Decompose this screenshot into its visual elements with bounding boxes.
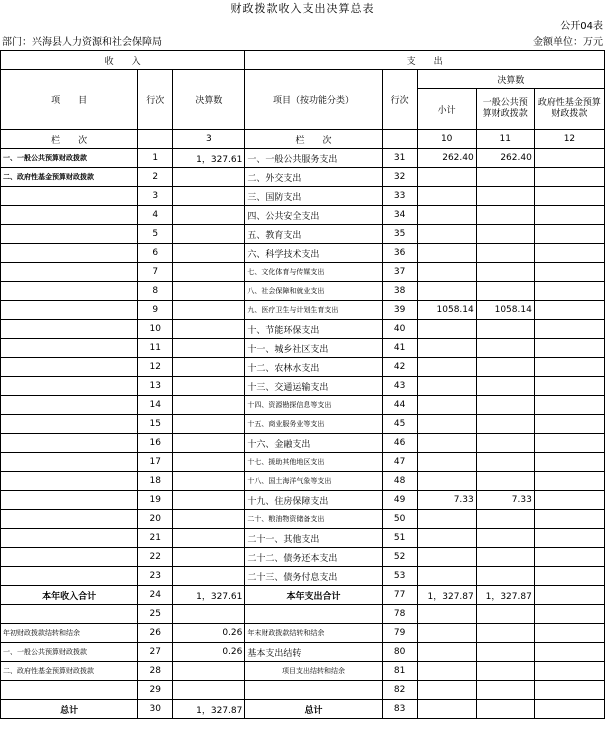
income-item: [1, 434, 138, 453]
expense-subtotal: [417, 320, 476, 339]
expense-general: [476, 187, 534, 206]
table-row: [1, 548, 605, 567]
expense-general: [476, 624, 534, 643]
table-row: [1, 244, 605, 263]
income-row-no: 8: [138, 282, 173, 301]
income-row-no: 13: [138, 377, 173, 396]
expense-item: [245, 605, 382, 624]
income-item: [1, 377, 138, 396]
col-10: 10: [417, 130, 476, 149]
income-amount: [173, 510, 245, 529]
expense-row-no: 41: [382, 339, 417, 358]
expense-row-no: 39: [382, 301, 417, 320]
table-row: [1, 301, 605, 320]
expense-item: [245, 681, 382, 700]
expense-fund: [534, 301, 604, 320]
expense-subtotal: 7.33: [417, 491, 476, 510]
expense-row-no: 48: [382, 472, 417, 491]
income-item: 二、政府性基金预算财政拨款: [1, 662, 138, 681]
income-item: 总计: [1, 700, 138, 719]
expense-general: [476, 320, 534, 339]
expense-subtotal: [417, 244, 476, 263]
header-row-1: [1, 51, 605, 70]
expense-fund: [534, 320, 604, 339]
income-item: [1, 567, 138, 586]
income-item: 一、一般公共预算财政拨款: [1, 149, 138, 168]
income-item: [1, 263, 138, 282]
income-amount: [173, 282, 245, 301]
table-row: [1, 396, 605, 415]
expense-item: 项目支出结转和结余: [245, 662, 382, 681]
col-blank: [138, 130, 173, 149]
expense-general: [476, 453, 534, 472]
expense-general: [476, 605, 534, 624]
income-amount: [173, 244, 245, 263]
income-item: 本年收入合计: [1, 586, 138, 605]
expense-general: [476, 510, 534, 529]
expense-row-no: 35: [382, 225, 417, 244]
expense-general: 1，327.87: [476, 586, 534, 605]
table-row: [1, 187, 605, 206]
expense-fund: [534, 681, 604, 700]
expense-fund: [534, 472, 604, 491]
expense-item: 九、医疗卫生与计划生育支出: [245, 301, 382, 320]
table-row: [1, 472, 605, 491]
income-row-no: 15: [138, 415, 173, 434]
income-amount: [173, 681, 245, 700]
income-item: [1, 681, 138, 700]
expense-row-no: 77: [382, 586, 417, 605]
expense-fund: [534, 149, 604, 168]
unit-label: 金额单位：万元: [533, 37, 603, 48]
expense-subtotal: 262.40: [417, 149, 476, 168]
income-item: [1, 510, 138, 529]
expense-fund: [534, 282, 604, 301]
row-no2-header: 行次: [382, 70, 417, 130]
income-amount: [173, 529, 245, 548]
expense-row-no: 53: [382, 567, 417, 586]
row-no-header: 行次: [138, 70, 173, 130]
department-label: 部门：兴海县人力资源和社会保障局: [2, 37, 162, 48]
expense-header: 支 出: [245, 51, 605, 70]
expense-fund: [534, 605, 604, 624]
expense-subtotal: 1058.14: [417, 301, 476, 320]
expense-row-no: 38: [382, 282, 417, 301]
table-row: [1, 510, 605, 529]
expense-general: [476, 434, 534, 453]
expense-subtotal: [417, 434, 476, 453]
income-row-no: 16: [138, 434, 173, 453]
expense-item: 十三、交通运输支出: [245, 377, 382, 396]
general-budget-header: 一般公共预算财政拨款: [476, 89, 534, 130]
expense-subtotal: [417, 168, 476, 187]
expense-fund: [534, 700, 604, 719]
col-12: 12: [534, 130, 604, 149]
table-row: [1, 358, 605, 377]
table-row: [1, 168, 605, 187]
income-amount: [173, 415, 245, 434]
expense-fund: [534, 415, 604, 434]
expense-subtotal: [417, 225, 476, 244]
final-group-header: 决算数: [417, 70, 604, 89]
income-item: [1, 472, 138, 491]
expense-item: 十六、金融支出: [245, 434, 382, 453]
expense-general: [476, 700, 534, 719]
gov-fund-header: 政府性基金预算财政拨款: [534, 89, 604, 130]
expense-general: [476, 339, 534, 358]
expense-general: [476, 529, 534, 548]
expense-row-no: 79: [382, 624, 417, 643]
expense-general: [476, 662, 534, 681]
expense-item: 年末财政拨款结转和结余: [245, 624, 382, 643]
expense-row-no: 83: [382, 700, 417, 719]
table-row: [1, 624, 605, 643]
income-row-no: 1: [138, 149, 173, 168]
income-row-no: 5: [138, 225, 173, 244]
income-item: [1, 301, 138, 320]
expense-fund: [534, 187, 604, 206]
table-row: [1, 415, 605, 434]
expense-item: 七、文化体育与传媒支出: [245, 263, 382, 282]
expense-item: 十七、援助其他地区支出: [245, 453, 382, 472]
expense-subtotal: [417, 206, 476, 225]
table-row: [1, 681, 605, 700]
income-item: [1, 529, 138, 548]
income-amount: [173, 491, 245, 510]
expense-subtotal: [417, 396, 476, 415]
expense-item: 二十一、其他支出: [245, 529, 382, 548]
expense-row-no: 47: [382, 453, 417, 472]
table-row: [1, 225, 605, 244]
income-item: [1, 453, 138, 472]
col-11: 11: [476, 130, 534, 149]
expense-general: [476, 377, 534, 396]
expense-subtotal: [417, 415, 476, 434]
income-amount: [173, 225, 245, 244]
income-row-no: 2: [138, 168, 173, 187]
expense-general: [476, 415, 534, 434]
expense-subtotal: [417, 282, 476, 301]
expense-row-no: 37: [382, 263, 417, 282]
expense-item: 十二、农林水支出: [245, 358, 382, 377]
income-row-no: 30: [138, 700, 173, 719]
expense-general: 7.33: [476, 491, 534, 510]
income-item: [1, 339, 138, 358]
expense-row-no: 78: [382, 605, 417, 624]
income-item: [1, 282, 138, 301]
header-row-2: [1, 70, 605, 89]
income-row-no: 6: [138, 244, 173, 263]
income-amount: [173, 662, 245, 681]
expense-subtotal: 1，327.87: [417, 586, 476, 605]
expense-row-no: 52: [382, 548, 417, 567]
expense-subtotal: [417, 510, 476, 529]
expense-row-no: 32: [382, 168, 417, 187]
expense-row-no: 36: [382, 244, 417, 263]
table-row: [1, 282, 605, 301]
expense-subtotal: [417, 453, 476, 472]
expense-fund: [534, 662, 604, 681]
income-row-no: 27: [138, 643, 173, 662]
subtotal-header: 小计: [417, 89, 476, 130]
expense-item: 十九、住房保障支出: [245, 491, 382, 510]
income-item: [1, 396, 138, 415]
expense-subtotal: [417, 263, 476, 282]
report-title: 财政拨款收入支出决算总表: [230, 2, 375, 15]
expense-row-no: 50: [382, 510, 417, 529]
expense-item: 基本支出结转: [245, 643, 382, 662]
income-row-no: 23: [138, 567, 173, 586]
table-row: [1, 206, 605, 225]
income-row-no: 28: [138, 662, 173, 681]
expense-row-no: 51: [382, 529, 417, 548]
income-item: [1, 548, 138, 567]
income-row-no: 20: [138, 510, 173, 529]
income-amount: 0.26: [173, 624, 245, 643]
expense-item: 十四、资源勘探信息等支出: [245, 396, 382, 415]
income-amount: [173, 206, 245, 225]
income-row-no: 10: [138, 320, 173, 339]
expense-subtotal: [417, 472, 476, 491]
expense-row-no: 49: [382, 491, 417, 510]
expense-general: [476, 168, 534, 187]
expense-item: 六、科学技术支出: [245, 244, 382, 263]
income-row-no: 18: [138, 472, 173, 491]
expense-subtotal: [417, 529, 476, 548]
income-row-no: 19: [138, 491, 173, 510]
expense-general: 1058.14: [476, 301, 534, 320]
income-item: [1, 206, 138, 225]
expense-fund: [534, 168, 604, 187]
expense-fund: [534, 244, 604, 263]
expense-item: 五、教育支出: [245, 225, 382, 244]
income-amount: [173, 358, 245, 377]
expense-general: [476, 681, 534, 700]
income-amount: [173, 548, 245, 567]
expense-item: 二十二、债务还本支出: [245, 548, 382, 567]
expense-fund: [534, 491, 604, 510]
expense-row-no: 45: [382, 415, 417, 434]
income-row-no: 12: [138, 358, 173, 377]
finance-table: [0, 50, 605, 719]
income-row-no: 14: [138, 396, 173, 415]
expense-item: 四、公共安全支出: [245, 206, 382, 225]
income-amount: [173, 320, 245, 339]
col-label: 栏 次: [1, 130, 138, 149]
table-row: [1, 529, 605, 548]
expense-subtotal: [417, 548, 476, 567]
expense-item: 十八、国土海洋气象等支出: [245, 472, 382, 491]
expense-general: [476, 396, 534, 415]
expense-subtotal: [417, 358, 476, 377]
expense-fund: [534, 624, 604, 643]
expense-item: 三、国防支出: [245, 187, 382, 206]
income-header: 收 入: [1, 51, 245, 70]
form-number: 公开04表: [560, 21, 603, 32]
expense-fund: [534, 643, 604, 662]
expense-item: 本年支出合计: [245, 586, 382, 605]
income-row-no: 7: [138, 263, 173, 282]
expense-item: 二十三、债务付息支出: [245, 567, 382, 586]
expense-fund: [534, 586, 604, 605]
table-row: [1, 320, 605, 339]
income-item: 年初财政拨款结转和结余: [1, 624, 138, 643]
expense-row-no: 46: [382, 434, 417, 453]
col-3: 3: [173, 130, 245, 149]
income-row-no: 21: [138, 529, 173, 548]
expense-general: [476, 206, 534, 225]
expense-fund: [534, 396, 604, 415]
income-amount: [173, 263, 245, 282]
income-amount: 1，327.61: [173, 586, 245, 605]
expense-item: 十、节能环保支出: [245, 320, 382, 339]
col-label2: 栏 次: [245, 130, 382, 149]
income-amount: [173, 472, 245, 491]
income-amount: [173, 168, 245, 187]
income-row-no: 25: [138, 605, 173, 624]
table-row: [1, 491, 605, 510]
income-amount: [173, 339, 245, 358]
item-header: 项 目: [1, 70, 138, 130]
expense-general: [476, 263, 534, 282]
table-row: [1, 434, 605, 453]
income-item: [1, 605, 138, 624]
final-amount-header: 决算数: [173, 70, 245, 130]
expense-row-no: 80: [382, 643, 417, 662]
income-amount: [173, 377, 245, 396]
income-row-no: 22: [138, 548, 173, 567]
income-item: [1, 358, 138, 377]
expense-fund: [534, 225, 604, 244]
expense-row-no: 40: [382, 320, 417, 339]
expense-fund: [534, 567, 604, 586]
table-row: [1, 263, 605, 282]
table-row: [1, 377, 605, 396]
expense-subtotal: [417, 187, 476, 206]
expense-item: 八、社会保障和就业支出: [245, 282, 382, 301]
expense-item: 十一、城乡社区支出: [245, 339, 382, 358]
expense-general: 262.40: [476, 149, 534, 168]
item-func-header: 项目（按功能分类）: [245, 70, 382, 130]
table-row: [1, 662, 605, 681]
expense-item: 十五、商业服务业等支出: [245, 415, 382, 434]
expense-subtotal: [417, 643, 476, 662]
expense-subtotal: [417, 681, 476, 700]
expense-general: [476, 567, 534, 586]
income-amount: [173, 605, 245, 624]
expense-subtotal: [417, 339, 476, 358]
income-item: [1, 491, 138, 510]
expense-fund: [534, 434, 604, 453]
expense-row-no: 34: [382, 206, 417, 225]
expense-subtotal: [417, 662, 476, 681]
income-item: 一、一般公共预算财政拨款: [1, 643, 138, 662]
expense-row-no: 82: [382, 681, 417, 700]
income-item: [1, 187, 138, 206]
income-amount: 1，327.61: [173, 149, 245, 168]
expense-fund: [534, 548, 604, 567]
income-row-no: 9: [138, 301, 173, 320]
table-row: [1, 643, 605, 662]
income-amount: 0.26: [173, 643, 245, 662]
expense-general: [476, 282, 534, 301]
income-amount: [173, 567, 245, 586]
expense-fund: [534, 358, 604, 377]
expense-item: 一、一般公共服务支出: [245, 149, 382, 168]
income-amount: [173, 434, 245, 453]
expense-subtotal: [417, 605, 476, 624]
expense-general: [476, 643, 534, 662]
expense-item: 二十、粮油物资储备支出: [245, 510, 382, 529]
expense-fund: [534, 529, 604, 548]
expense-subtotal: [417, 624, 476, 643]
expense-item: 二、外交支出: [245, 168, 382, 187]
expense-general: [476, 548, 534, 567]
expense-row-no: 44: [382, 396, 417, 415]
table-row: [1, 339, 605, 358]
table-row: [1, 453, 605, 472]
expense-row-no: 42: [382, 358, 417, 377]
income-row-no: 26: [138, 624, 173, 643]
expense-fund: [534, 377, 604, 396]
expense-fund: [534, 206, 604, 225]
income-item: [1, 244, 138, 263]
income-row-no: 11: [138, 339, 173, 358]
column-index-row: [1, 130, 605, 149]
expense-fund: [534, 339, 604, 358]
expense-fund: [534, 453, 604, 472]
income-item: [1, 225, 138, 244]
table-row: [1, 605, 605, 624]
expense-general: [476, 358, 534, 377]
col-blank2: [382, 130, 417, 149]
income-amount: 1，327.87: [173, 700, 245, 719]
income-row-no: 29: [138, 681, 173, 700]
income-item: [1, 320, 138, 339]
income-row-no: 4: [138, 206, 173, 225]
expense-fund: [534, 510, 604, 529]
expense-general: [476, 225, 534, 244]
income-amount: [173, 396, 245, 415]
expense-row-no: 31: [382, 149, 417, 168]
income-item: [1, 415, 138, 434]
expense-row-no: 43: [382, 377, 417, 396]
table-row: [1, 149, 605, 168]
expense-fund: [534, 263, 604, 282]
table-row: [1, 567, 605, 586]
income-amount: [173, 301, 245, 320]
expense-row-no: 33: [382, 187, 417, 206]
income-row-no: 3: [138, 187, 173, 206]
income-row-no: 24: [138, 586, 173, 605]
expense-subtotal: [417, 377, 476, 396]
table-row: [1, 700, 605, 719]
expense-row-no: 81: [382, 662, 417, 681]
table-row: [1, 586, 605, 605]
income-amount: [173, 187, 245, 206]
income-row-no: 17: [138, 453, 173, 472]
income-amount: [173, 453, 245, 472]
expense-item: 总计: [245, 700, 382, 719]
expense-subtotal: [417, 700, 476, 719]
expense-general: [476, 472, 534, 491]
income-item: 二、政府性基金预算财政拨款: [1, 168, 138, 187]
expense-general: [476, 244, 534, 263]
expense-subtotal: [417, 567, 476, 586]
